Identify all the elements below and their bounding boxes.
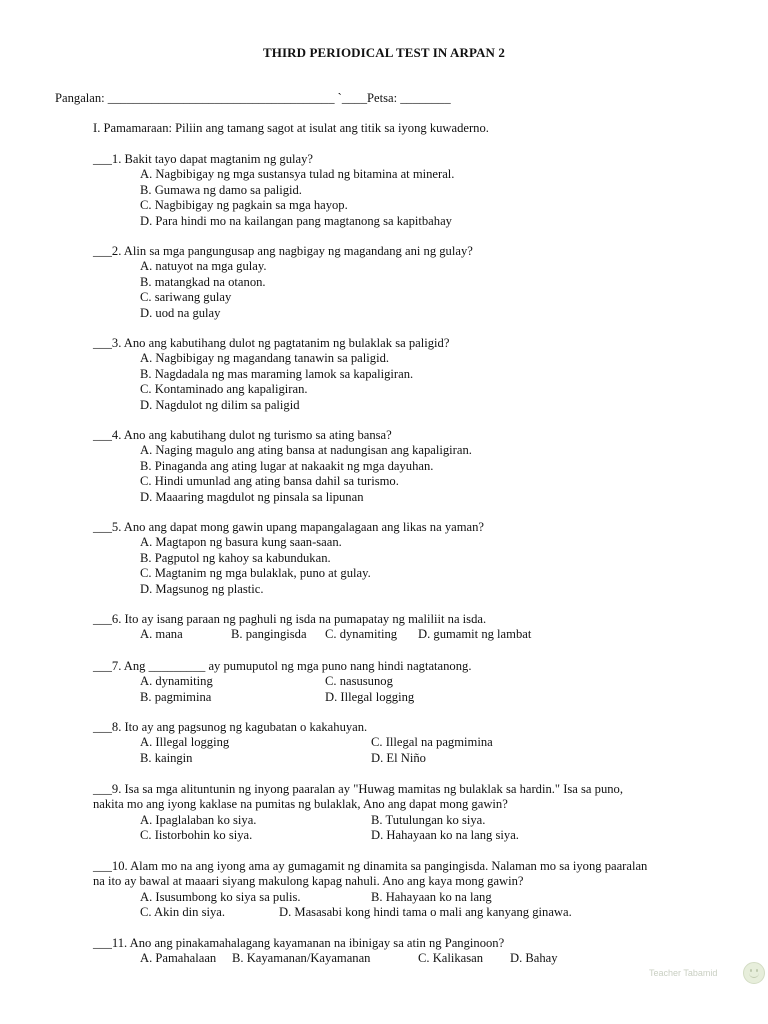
question-5 — [93, 520, 484, 597]
option-b: B. Nagdadala ng mas maraming lamok sa kapaligiran. — [140, 366, 414, 381]
question-10 — [93, 859, 733, 921]
option-d: D. Hahayaan ko na lang siya. — [371, 828, 519, 843]
option-b: B. Gumawa ng damo sa paligid. — [140, 182, 302, 197]
option-b: B. matangkad na otanon. — [140, 274, 266, 289]
option-d: D. El Niño — [371, 750, 426, 765]
option-c: C. dynamiting — [325, 627, 398, 642]
option-c: C. sariwang gulay — [140, 290, 232, 305]
option-c: C. Akin din siya. — [140, 905, 226, 920]
option-b: B. Pinaganda ang ating lugar at nakaakit ng mga dayuhan. — [140, 458, 434, 473]
option-a: A. Ipaglalaban ko siya. — [140, 812, 257, 827]
option-d: D. Bahay — [510, 951, 558, 966]
option-a: A. Isusumbong ko siya sa pulis. — [140, 889, 301, 904]
question-stem: ___1. Bakit tayo dapat magtanim ng gulay? — [93, 152, 313, 166]
question-7 — [93, 659, 693, 705]
question-11 — [93, 936, 693, 967]
option-b: B. Pagputol ng kahoy sa kabundukan. — [140, 550, 331, 565]
question-6 — [93, 612, 693, 643]
option-a: A. Naging magulo ang ating bansa at nadungisan ang kapaligiran. — [140, 443, 472, 458]
option-d: D. uod na gulay — [140, 305, 221, 320]
option-d: D. Nagdulot ng dilim sa paligid — [140, 397, 300, 412]
option-a: A. natuyot na mga gulay. — [140, 259, 267, 274]
option-d: D. Illegal logging — [325, 689, 415, 704]
question-stem-continued: na ito ay bawal at maaari siyang makulong kapag nahuli. Ano ang kaya mong gawin? — [93, 874, 524, 889]
question-stem: ___7. Ang _________ ay pumuputol ng mga puno nang hindi nagtatanong. — [93, 659, 472, 673]
option-a: A. Nagbibigay ng magandang tanawin sa paligid. — [140, 351, 390, 366]
option-c: C. Nagbibigay ng pagkain sa mga hayop. — [140, 198, 348, 213]
option-a: A. Illegal logging — [140, 735, 230, 750]
question-stem: ___4. Ano ang kabutihang dulot ng turismo sa ating bansa? — [93, 428, 392, 442]
option-b: B. pagmimina — [140, 689, 212, 704]
question-8 — [93, 720, 693, 766]
smiley-icon — [743, 962, 765, 984]
question-2 — [93, 244, 473, 321]
option-d: D. Para hindi mo na kailangan pang magtanong sa kapitbahay — [140, 213, 452, 228]
option-b: B. kaingin — [140, 750, 193, 765]
question-1 — [93, 152, 454, 229]
question-stem: ___5. Ano ang dapat mong gawin upang mapangalagaan ang likas na yaman? — [93, 520, 484, 534]
option-c: C. Hindi umunlad ang ating bansa dahil sa turismo. — [140, 474, 399, 489]
question-4 — [93, 428, 472, 505]
option-a: A. Nagbibigay ng mga sustansya tulad ng bitamina at mineral. — [140, 167, 455, 182]
page-title: THIRD PERIODICAL TEST IN ARPAN 2 — [263, 45, 505, 60]
question-stem: ___9. Isa sa mga alituntunin ng inyong paaralan ay "Huwag mamitas ng bulaklak sa hardin." Isa sa puno, — [93, 782, 624, 796]
question-3 — [93, 336, 449, 413]
question-stem: ___11. Ano ang pinakamahalagang kayamanan na ibinigay sa atin ng Panginoon? — [93, 936, 505, 950]
instructions: I. Pamamaraan: Piliin ang tamang sagot at isulat ang titik sa iyong kuwaderno. — [93, 121, 489, 135]
option-b: B. pangingisda — [231, 627, 307, 642]
option-a: A. mana — [140, 627, 183, 642]
option-d: D. Magsunog ng plastic. — [140, 581, 264, 596]
option-d: D. Masasabi kong hindi tama o mali ang kanyang ginawa. — [279, 905, 572, 920]
option-b: B. Hahayaan ko na lang — [371, 889, 492, 904]
option-d: D. gumamit ng lambat — [418, 627, 532, 642]
option-c: C. Magtanim ng mga bulaklak, puno at gulay. — [140, 566, 371, 581]
question-stem: ___10. Alam mo na ang iyong ama ay gumagamit ng dinamita sa pangingisda. Nalaman mo sa iyong paaralan — [93, 859, 648, 873]
option-b: B. Tutulungan ko siya. — [371, 812, 486, 827]
option-a: A. dynamiting — [140, 674, 213, 689]
option-d: D. Maaaring magdulot ng pinsala sa lipunan — [140, 489, 364, 504]
question-9 — [93, 782, 733, 844]
option-a: A. Magtapon ng basura kung saan-saan. — [140, 535, 342, 550]
name-date-line: Pangalan: ____________________________________ `____Petsa: ________ — [55, 91, 451, 105]
option-c: C. Kalikasan — [418, 951, 484, 966]
option-c: C. Illegal na pagmimina — [371, 735, 493, 750]
question-stem: ___6. Ito ay isang paraan ng paghuli ng isda na pumapatay ng maliliit na isda. — [93, 612, 487, 626]
question-stem-continued: nakita mo ang iyong kaklase na pumitas ng bulaklak, Ano ang dapat mong gawin? — [93, 797, 508, 812]
option-c: C. Kontaminado ang kapaligiran. — [140, 382, 308, 397]
option-a: A. Pamahalaan — [140, 951, 217, 966]
option-b: B. Kayamanan/Kayamanan — [232, 951, 371, 966]
question-stem: ___8. Ito ay ang pagsunog ng kagubatan o kakahuyan. — [93, 720, 368, 734]
option-c: C. Iistorbohin ko siya. — [140, 828, 253, 843]
question-stem: ___3. Ano ang kabutihang dulot ng pagtatanim ng bulaklak sa paligid? — [93, 336, 450, 350]
question-stem: ___2. Alin sa mga pangungusap ang nagbigay ng magandang ani ng gulay? — [93, 244, 473, 258]
option-c: C. nasusunog — [325, 674, 393, 689]
watermark: Teacher Tabamid — [649, 968, 718, 978]
